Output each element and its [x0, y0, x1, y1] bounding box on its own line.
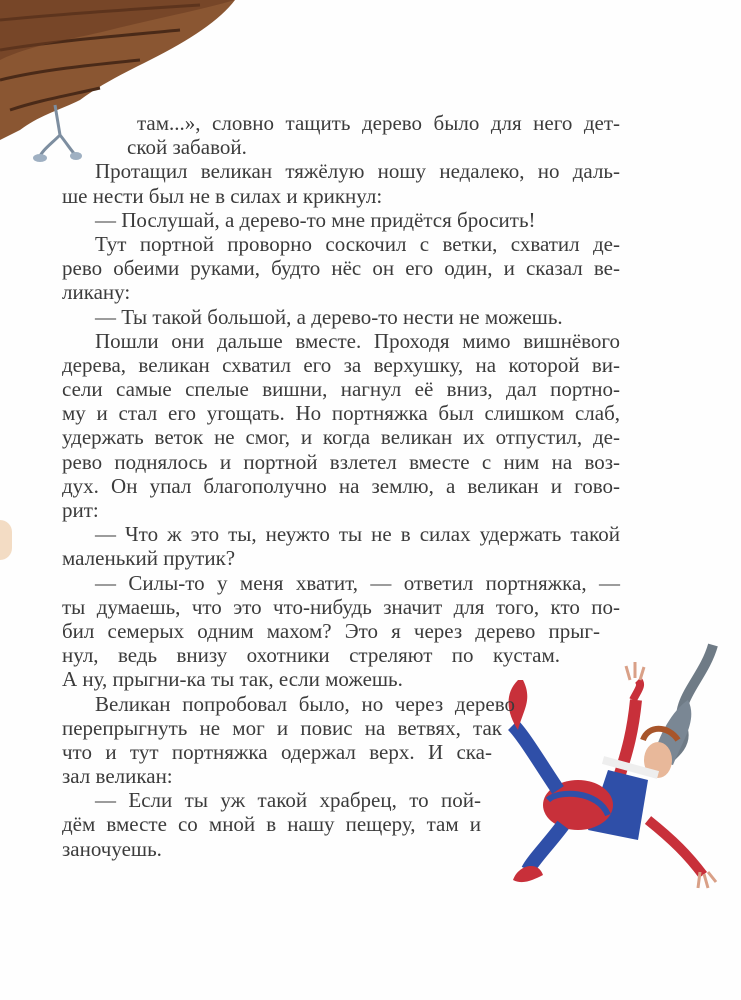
text-line: Тут портной проворно соскочил с ветки, схватил де- [95, 231, 620, 256]
edge-illustration-fragment [0, 520, 12, 560]
text-line: сели самые спелые вишни, нагнул её вниз, дал портно- [62, 377, 620, 402]
story-text [62, 111, 620, 861]
text-line: — Силы-то у меня хватит, — ответил портняжка, — [95, 570, 620, 595]
text-line: рит: [62, 498, 99, 522]
text-line: Пошли они дальше вместе. Проходя мимо вишнёвого [95, 328, 620, 353]
text-line: перепрыгнуть не мог и повис на ветвях, так [62, 715, 502, 740]
text-line: му и стал его угощать. Но портняжка был слишком слаб, [62, 401, 620, 426]
text-line: ликану: [62, 280, 131, 305]
text-line: что и тут портняжка одержал верх. И ска- [62, 739, 492, 764]
text-line: дух. Он упал благополучно на землю, а великан и гово- [62, 473, 620, 498]
text-line: нул, ведь внизу охотники стреляют по кустам. [62, 643, 560, 668]
text-line: зал великан: [62, 764, 173, 789]
text-line: ше нести был не в силах и крикнул: [62, 183, 383, 208]
text-line: — Послушай, а дерево-то мне придётся бросить! [95, 207, 536, 232]
text-line: А ну, прыгни-ка ты так, если можешь. [62, 667, 403, 692]
text-line: там...», словно тащить дерево было для него дет- [137, 111, 620, 135]
text-line: — Что ж это ты, неужто ты не в силах удержать такой [95, 522, 620, 547]
text-line: бил семерых одним махом? Это я через дерево прыг- [62, 618, 600, 643]
text-line: маленький прутик? [62, 546, 236, 571]
text-line: дём вместе со мной в нашу пещеру, там и [62, 812, 481, 837]
text-line: — Ты такой большой, а дерево-то нести не можешь. [95, 304, 563, 329]
text-line: заночуешь. [62, 836, 162, 861]
text-line: ской забавой. [127, 135, 247, 160]
text-line: рево обеими руками, будто нёс он его один, и сказал ве- [62, 256, 620, 281]
text-line: удержать веток не смог, и когда великан их отпустил, де- [62, 425, 620, 450]
text-line: Протащил великан тяжёлую ношу недалеко, но даль- [95, 159, 620, 184]
text-line: ты думаешь, что это что-нибудь значит для того, кто по- [62, 594, 620, 619]
text-line: дерева, великан схватил его за верхушку, на которой ви- [62, 352, 620, 377]
text-line: рево поднялось и портной взлетел вместе с ним на воз- [62, 449, 620, 474]
text-line: — Если ты уж такой храбрец, то пой- [95, 788, 481, 813]
text-line: Великан попробовал было, но через дерево [95, 691, 515, 716]
